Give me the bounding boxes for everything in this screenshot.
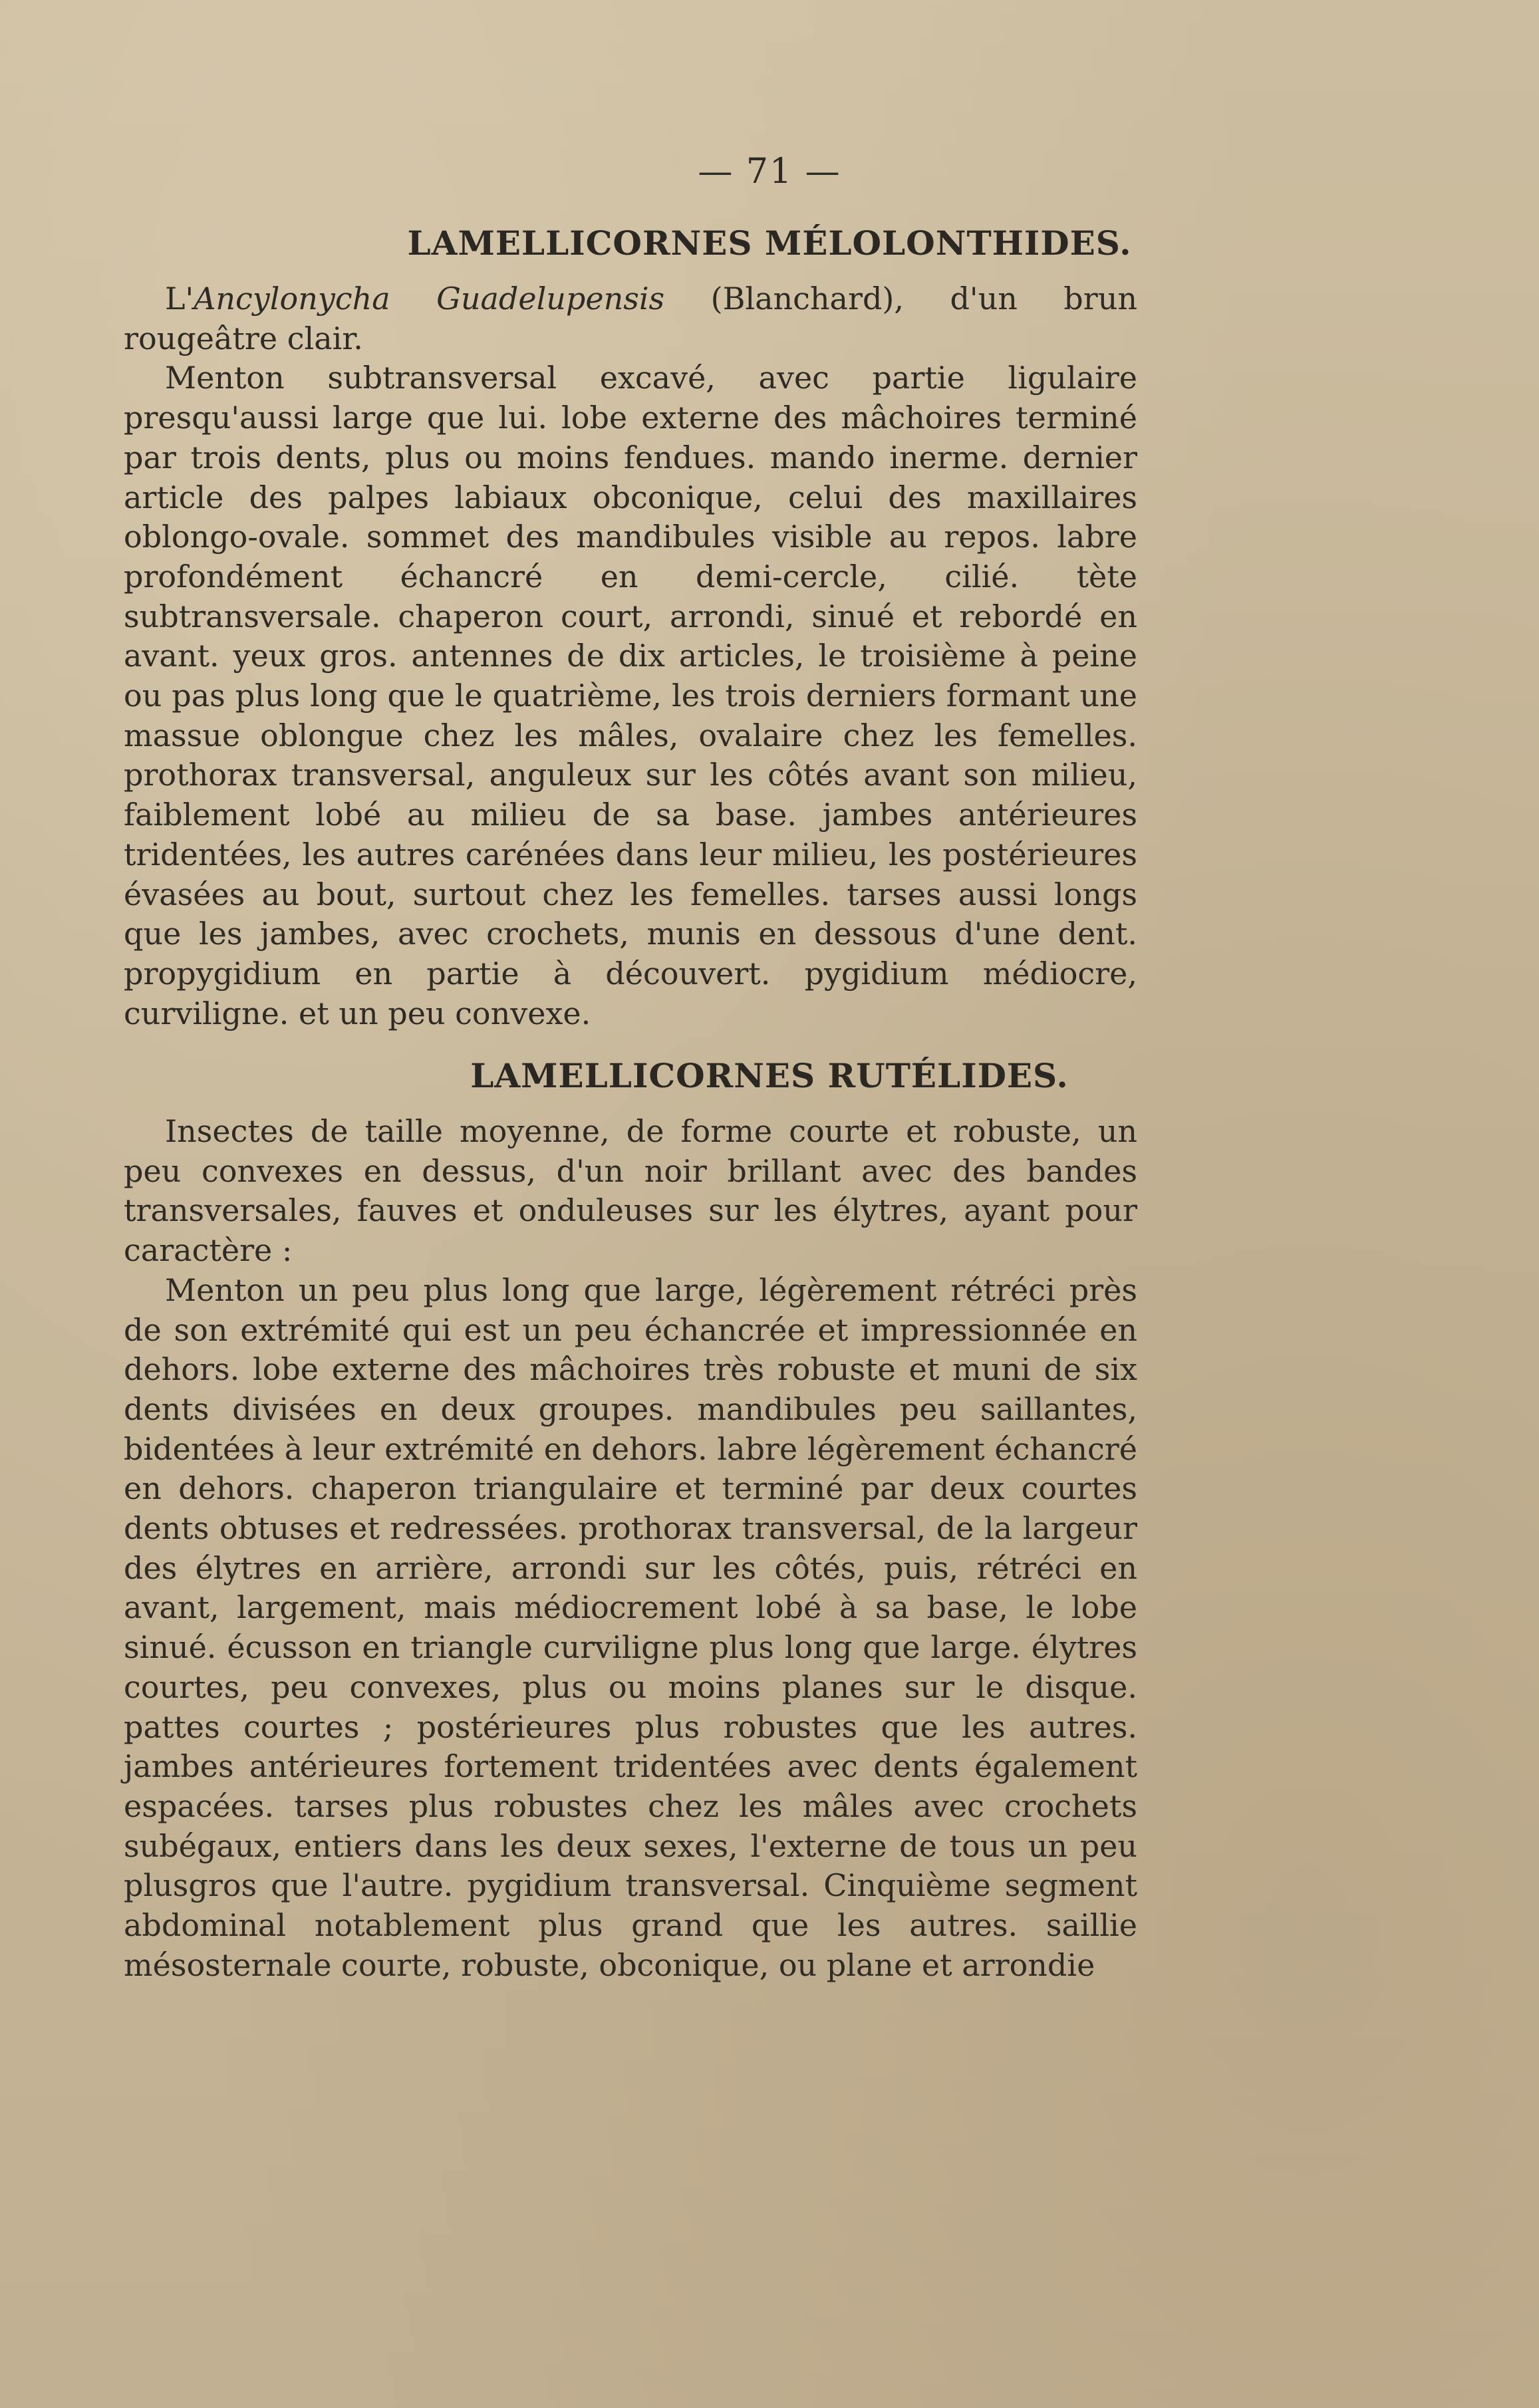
species-name: Ancylonycha Guadelupensis xyxy=(194,281,665,317)
section-melolonthides-body xyxy=(124,279,1137,1033)
page-number: — 71 — xyxy=(698,152,841,192)
species-intro-paragraph xyxy=(124,279,1137,358)
section-heading-rutelides: LAMELLICORNES RUTÉLIDES. xyxy=(470,1056,1069,1095)
intro-prefix: L' xyxy=(165,281,194,317)
intro-rest: (Blanchard), d'un brun rougeâtre clair. xyxy=(124,281,1137,356)
section-heading-melolonthides: LAMELLICORNES MÉLOLONTHIDES. xyxy=(407,223,1132,263)
intro-paragraph: Insectes de taille moyenne, de forme courte et robuste, un peu convexes en dessus, d'un noir brillant avec des bandes transversales, fauves et onduleuses sur les élytres, ayant pour caractère : xyxy=(124,1113,1137,1269)
description-paragraph: Menton subtransversal excavé, avec partie ligulaire presqu'aussi large que lui. lobe externe des mâchoires terminé par trois dents, plus ou moins fendues. mando inerme. dernier article des palpes labiaux obconique, celui des maxillaires oblongo-ovale. sommet des mandibules visible au repos. labre profondément échancré en demi-cercle, cilié. tète subtransversale. chaperon court, arrondi, sinué et rebordé en avant. yeux gros. antennes de dix articles, le troisième à peine ou pas plus long que le quatrième, les trois derniers formant une massue oblongue chez les mâles, ovalaire chez les femelles. prothorax transversal, anguleux sur les côtés avant son milieu, faiblement lobé au milieu de sa base. jambes antérieures tridentées, les autres carénées dans leur milieu, les postérieures évasées au bout, surtout chez les femelles. tarses aussi longs que les jambes, avec crochets, munis en dessous d'une dent. propygidium en partie à découvert. pygidium médiocre, curviligne. et un peu convexe. xyxy=(124,360,1137,1031)
characters-paragraph: Menton un peu plus long que large, légèrement rétréci près de son extrémité qui est un peu échancrée et impressionnée en dehors. lobe externe des mâchoires très robuste et muni de six dents divisées en deux groupes. mandibules peu saillantes, bidentées à leur extrémité en dehors. labre légèrement échancré en dehors. chaperon triangulaire et terminé par deux courtes dents obtuses et redressées. prothorax transversal, de la largeur des élytres en arrière, arrondi sur les côtés, puis, rétréci en avant, largement, mais médiocrement lobé à sa base, le lobe sinué. écusson en triangle curviligne plus long que large. élytres courtes, peu convexes, plus ou moins planes sur le disque. pattes courtes ; postérieures plus robustes que les autres. jambes antérieures fortement tridentées avec dents également espacées. tarses plus robustes chez les mâles avec crochets subégaux, entiers dans les deux sexes, l'externe de tous un peu plusgros que l'autre. pygidium transversal. Cinquième segment abdominal notablement plus grand que les autres. saillie mésosternale courte, robuste, obconique, ou plane et arrondie xyxy=(124,1271,1137,1983)
section-rutelides-body xyxy=(124,1112,1137,1985)
